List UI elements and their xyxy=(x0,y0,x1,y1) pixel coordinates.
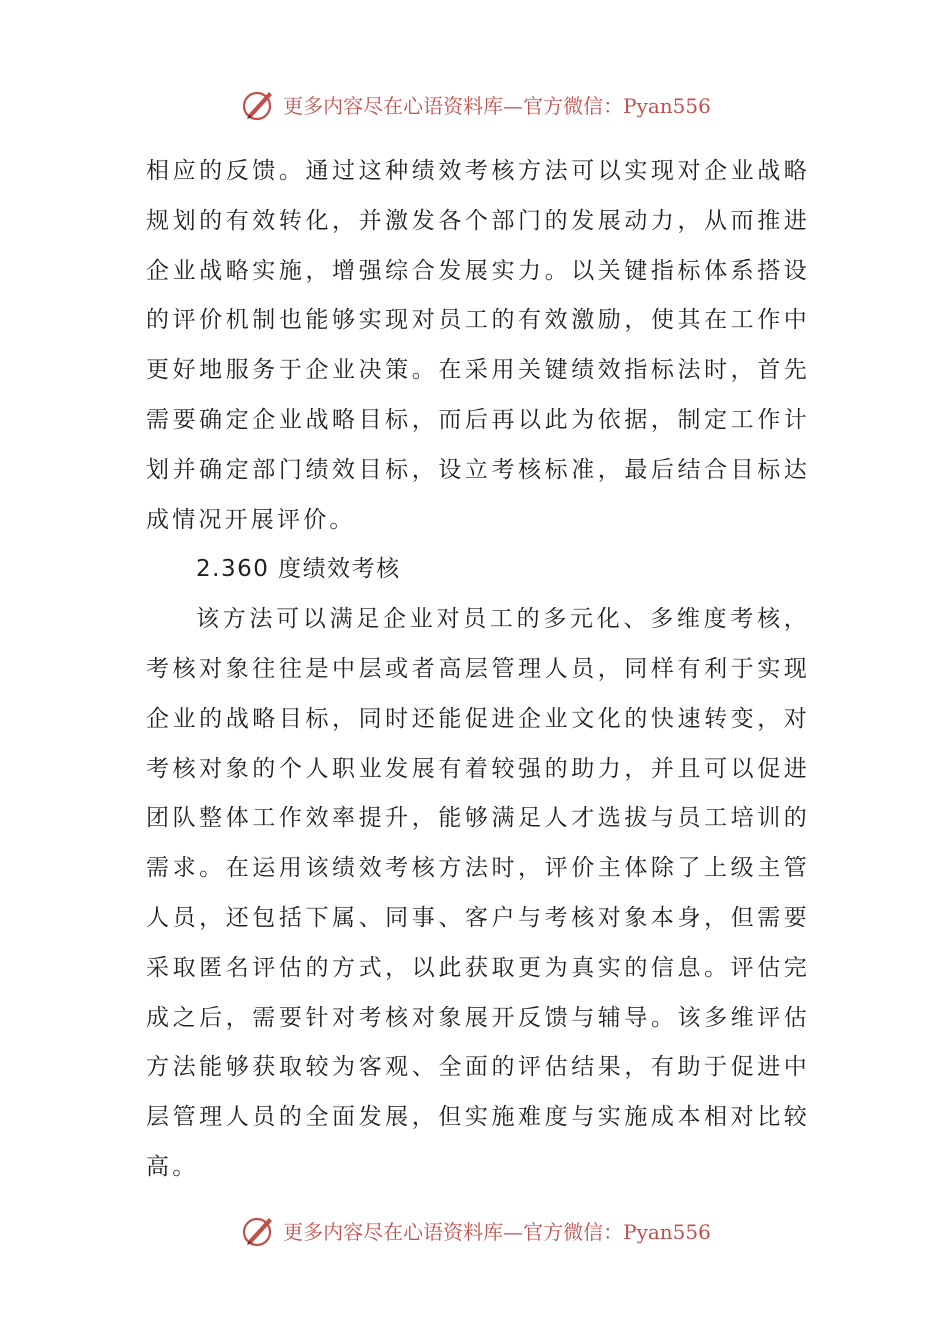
pen-circle-icon xyxy=(239,1210,279,1250)
wechat-id: Pyan556 xyxy=(623,93,711,118)
banner-text: 更多内容尽在心语资料库—官方微信：Pyan556 xyxy=(283,1219,711,1244)
banner-text: 更多内容尽在心语资料库—官方微信：Pyan556 xyxy=(283,93,711,118)
wechat-id: Pyan556 xyxy=(623,1219,711,1244)
paragraph: 相应的反馈。通过这种绩效考核方法可以实现对企业战略规划的有效转化，并激发各个部门的发展动力，从而推进企业战略实施，增强综合发展实力。以关键指标体系搭设的评价机制也能够实现对员工的有效激励，使其在工作中更好地服务于企业决策。在采用关键绩效指标法时，首先需要确定企业战略目标，而后再以此为依据，制定工作计划并确定部门绩效目标，设立考核标准，最后结合目标达成情况开展评价。 xyxy=(146,158,810,533)
section-heading: 2.360 度绩效考核 xyxy=(196,556,401,583)
header-banner xyxy=(0,82,950,126)
document-body xyxy=(146,147,810,1193)
footer-banner xyxy=(0,1208,950,1252)
paragraph: 该方法可以满足企业对员工的多元化、多维度考核，考核对象往往是中层或者高层管理人员，同样有利于实现企业的战略目标，同时还能促进企业文化的快速转变，对考核对象的个人职业发展有着较强的助力，并且可以促进团队整体工作效率提升，能够满足人才选拔与员工培训的需求。在运用该绩效考核方法时，评价主体除了上级主管人员，还包括下属、同事、客户与考核对象本身，但需要采取匿名评估的方式，以此获取更为真实的信息。评估完成之后，需要针对考核对象展开反馈与辅导。该多维评估方法能够获取较为客观、全面的评估结果，有助于促进中层管理人员的全面发展，但实施难度与实施成本相对比较高。 xyxy=(146,606,810,1180)
pen-circle-icon xyxy=(239,84,279,124)
